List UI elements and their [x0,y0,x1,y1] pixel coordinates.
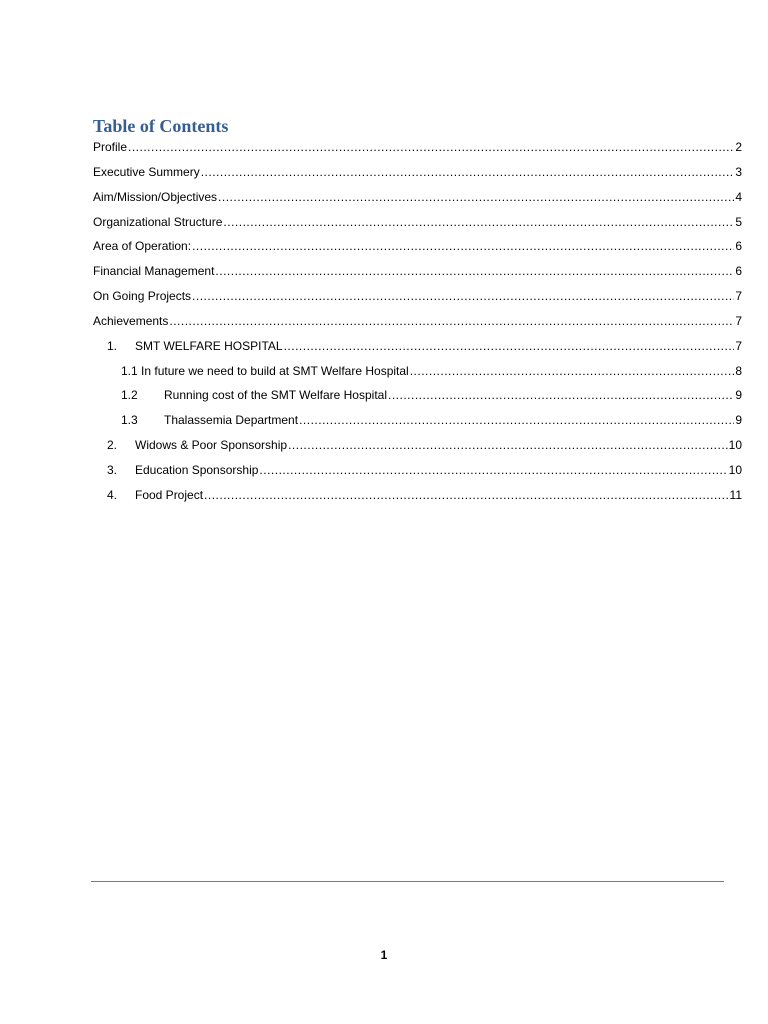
dot-leader [201,164,735,180]
toc-entry-number: 1.2 [121,388,138,402]
toc-entry-number: 2. [107,438,118,452]
page-number: 1 [380,948,388,962]
toc-page-number: 5 [735,215,742,229]
toc-entry-executive-summery[interactable] [93,164,742,180]
toc-page-number: 4 [735,190,742,204]
dot-leader [288,437,728,453]
toc-entry-area-of-operation[interactable] [93,238,742,254]
toc-entry-label: Running cost of the SMT Welfare Hospital [164,388,387,402]
toc-entry-food-project[interactable] [107,487,742,503]
toc-entry-label: Food Project [135,488,204,502]
toc-entry-aim-mission-objectives[interactable] [93,189,742,205]
dot-leader [218,189,734,205]
toc-entry-on-going-projects[interactable] [93,288,742,304]
toc-page-number: 8 [735,364,742,378]
toc-entry-label: Education Sponsorship [135,463,259,477]
dot-leader [410,363,735,379]
toc-entry-number: 4. [107,488,118,502]
dot-leader [169,313,734,329]
toc-entry-label: Widows & Poor Sponsorship [135,438,288,452]
toc-entry-widows-poor-sponsorship[interactable] [107,437,742,453]
toc-entry-label: Executive Summery [93,165,200,179]
toc-entry-running-cost[interactable] [121,387,742,403]
toc-page-number: 9 [735,388,742,402]
toc-entry-number: 1.3 [121,413,138,427]
toc-page-number: 2 [735,140,742,154]
dot-leader [223,214,734,230]
toc-entry-organizational-structure[interactable] [93,214,742,230]
dot-leader [128,139,734,155]
toc-entry-number: 3. [107,463,118,477]
dot-leader [192,288,734,304]
dot-leader [388,387,734,403]
toc-entry-label: Financial Management [93,264,215,278]
toc-title: Table of Contents [93,116,229,136]
toc-entry-label: On Going Projects [93,289,192,303]
toc-page-number: 7 [735,314,742,328]
toc-entry-label: Organizational Structure [93,215,223,229]
toc-entry-label: Achievements [93,314,169,328]
dot-leader [192,238,734,254]
toc-entry-education-sponsorship[interactable] [107,462,742,478]
footer-divider [91,881,724,882]
toc-entry-label: SMT WELFARE HOSPITAL [135,339,283,353]
toc-entry-achievements[interactable] [93,313,742,329]
toc-page-number: 9 [735,413,742,427]
toc-page-number: 7 [735,339,742,353]
toc-entry-label: Area of Operation: [93,239,192,253]
toc-page-number: 6 [735,239,742,253]
toc-entry-thalassemia-department[interactable] [121,412,742,428]
toc-entry-label: Profile [93,140,128,154]
dot-leader [215,263,734,279]
toc-page-number: 10 [728,463,742,477]
toc-entry-number: 1. [107,339,118,353]
toc-entry-label: 1.1 In future we need to build at SMT Welfare Hospital [121,364,409,378]
toc-entry-smt-welfare-hospital[interactable] [107,338,742,354]
toc-page-number: 10 [728,438,742,452]
toc-entry-label: Aim/Mission/Objectives [93,190,218,204]
toc-page-number: 7 [735,289,742,303]
toc-page-number: 11 [729,488,742,502]
dot-leader [259,462,727,478]
toc-entry-profile[interactable] [93,139,742,155]
dot-leader [284,338,735,354]
toc-entry-label: Thalassemia Department [164,413,299,427]
toc-page-number: 6 [735,264,742,278]
dot-leader [204,487,728,503]
toc-entry-financial-management[interactable] [93,263,742,279]
toc-page-number: 3 [735,165,742,179]
dot-leader [299,412,734,428]
toc-entry-future-build[interactable] [121,363,742,379]
